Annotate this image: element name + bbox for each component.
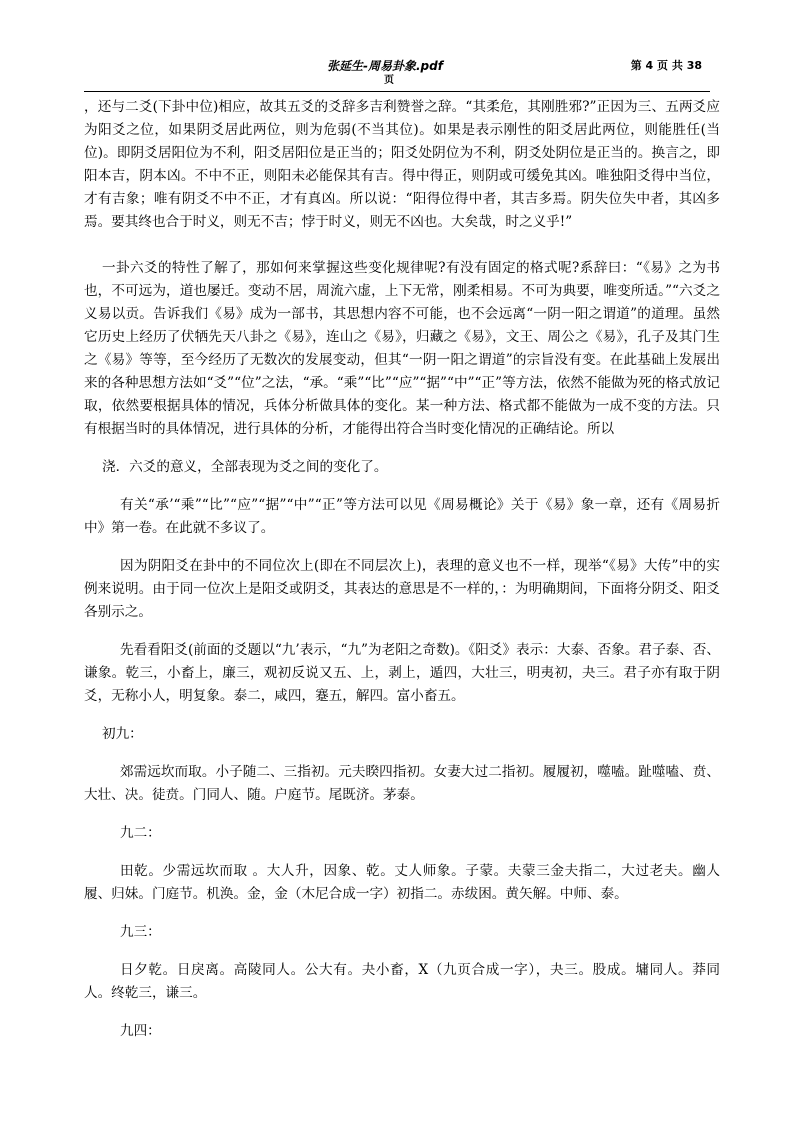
- paragraph: 浇．六爻的意义，全部表现为爻之间的变化了。: [102, 459, 388, 475]
- section-heading: 九二：: [120, 825, 161, 841]
- page-number: 第 4 页 共 38: [630, 59, 702, 72]
- paragraph: 郊需远坎而取。小子随二、三指初。元夫睽四指初。女妻大过二指初。履履初，噬嗑。趾噬嗑、贲、大壮、决。徒贲。门同人、随。户庭节。尾既济。茅泰。: [84, 764, 720, 803]
- page-header: [84, 58, 710, 92]
- section-heading: 九四：: [120, 1023, 161, 1039]
- paragraph: 因为阴阳爻在卦中的不同位次上(即在不同层次上)，表理的意义也不一样，现举“《易》大传”中的实例来说明。由于同一位次上是阳爻或阴爻，其表达的意思是不一样的，：为明确期间，下面将分阴爻、阳爻各别示之。: [84, 558, 720, 620]
- paragraph: 一卦六爻的特性了解了，那如何来掌握这些变化规律呢?有没有固定的格式呢?系辞曰：“《易》之为书也，不可远为，道也屡迁。变动不居，周流六虚，上下无常，刚柔相易。不可为典要，唯变所适。”“六爻之义易以贡。告诉我们《易》成为一部书，其思想内容不可能，也不会远离“一阴一阳之谓道”的道理。虽然它历史上经历了伏牺先天八卦之《易》，连山之《易》，归藏之《易》，文王、周公之《易》，孔子及其门生之《易》等等，至今经历了无数次的发展变动，但其“一阴一阳之谓道”的宗旨没有变。在此基础上发展出来的各种思想方法如“爻”“位”之法，“承。“乘”“比”“应”“据”“中”“正”等方法，依然不能做为死的格式放记取，依然要根据具体的情况，兵体分析做具体的变化。某一种方法、格式都不能做为一成不变的方法。只有根据当时的具体情况，进行具体的分析，才能得出符合当时变化情况的正确结论。所以: [84, 260, 720, 437]
- paragraph: 有关“承’“乘”“比”“应”“据”“中”“正”等方法可以见《周易概论》关于《易》象一章，还有《周易折中》第一卷。在此就不多议了。: [84, 497, 720, 536]
- document-body: [84, 96, 720, 1043]
- paragraph: 田乾。少需远坎而取 。大人升，因象、乾。丈人师象。子蒙。夫蒙三金夫指二，大过老夫。幽人履、归妹。门庭节。机涣。金，金（木尼合成一字）初指二。赤绂困。黄矢解。中师、泰。: [84, 863, 720, 902]
- section-heading: 初九：: [102, 726, 143, 742]
- paragraph: 日夕乾。日戾离。高陵同人。公大有。夬小畜，X（九页合成一字），夬三。股成。墉同人。莽同人。终乾三，谦三。: [84, 962, 720, 1001]
- header-divider: [84, 91, 710, 92]
- paragraph: 先看看阳爻(前面的爻题以“九’表示，“九”为老阳之奇数)。《阳爻》表示：大泰、否象。君子泰、否、谦象。乾三，小畜上，廉三，观初反说又五、上，剥上，遁四，大壮三，明夷初，夬三。君子亦有取于阴爻，无称小人，明复象。泰二，咸四，蹇五，解四。富小畜五。: [84, 642, 720, 704]
- page-label: 页: [384, 75, 394, 86]
- section-heading: 九三：: [120, 924, 161, 940]
- paragraph: ，还与二爻(下卦中位)相应，故其五爻的爻辞多吉利赞誉之辞。“其柔危，其刚胜邪?”正因为三、五两爻应为阳爻之位，如果阴爻居此两位，则为危弱(不当其位)。如果是表示刚性的阳爻居此两位，则能胜任(当位)。即阴爻居阳位为不利，阳爻居阳位是正当的；阳爻处阴位为不利，阴爻处阴位是正当的。换言之，即阳本吉，阴本凶。不中不正，则阳未必能保其有吉。得中得正，则阴或可缓免其凶。唯独阳爻得中当位，才有吉象；唯有阴爻不中不正，才有真凶。所以说：“阳得位得中者，其吉多焉。阴失位失中者，其凶多焉。要其终也合于时义，则无不吉；悖于时义，则无不凶也。大矣哉，时之义乎!”: [84, 99, 720, 230]
- document-title: 张延生-周易卦象.pdf: [327, 59, 443, 73]
